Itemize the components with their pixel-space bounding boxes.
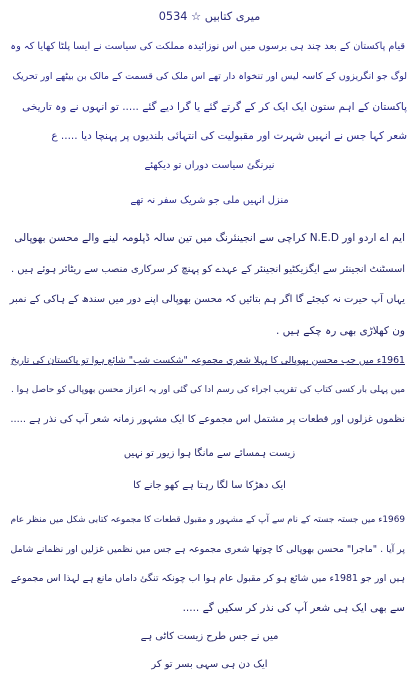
- body-line-12: 1969ء میں جستہ جستہ کے نام سے آپ کے مشہور و مقبول قطعات کا مجموعہ کتابی شکل میں منظر عام: [10, 515, 405, 525]
- verse-line-5: میں نے جس طرح زیست کاٹی ہے: [140, 631, 279, 642]
- body-line-8: ون کھلاڑی بھی رہ چکے ہیں .: [275, 325, 405, 337]
- body-line-4: شعر کہا جس نے انہیں شہرت اور مقبولیت کی انتہائی بلندیوں پر پہنچا دیا ..... ع: [51, 130, 407, 142]
- verse-line-4: ایک دھڑکا سا لگا رہتا ہے کھو جانے کا: [133, 480, 286, 491]
- body-line-3: پاکستان کے اہم ستون ایک ایک کر کے گرتے گئے یا گرا دیے گئے ..... تو انہوں نے وہ تاریخی: [22, 101, 407, 113]
- body-line-11: نظموں غزلوں اور قطعات پر مشتمل اس مجموعے کا ایک مشہور زمانہ شعر آپ کی نذر ہے .....: [10, 414, 405, 425]
- body-line-5: ایم اے اردو اور N.E.D کراچی سے انجینئرنگ میں تین سالہ ڈپلومہ لینے والے محسن بھوپالی: [14, 232, 405, 244]
- body-line-2: لوگ جو انگریزوں کے کاسہ لیس اور تنخواہ دار تھے اس ملک کی قسمت کے مالک بن بیٹھے اور تحریک: [12, 71, 407, 82]
- body-line-1: قیام پاکستان کے بعد چند ہی برسوں میں اس نوزائیدہ مملکت کی سیاست نے ایسا پلٹا کھایا کہ وہ: [10, 41, 405, 52]
- body-line-10: میں پہلی بار کسی کتاب کی تقریب اجراء کی رسم ادا کی گئی اور یہ اعزاز محسن بھوپالی کو حاصل ہوا .: [10, 385, 405, 395]
- verse-line-1: نیرنگئ سیاست دوراں تو دیکھئے: [144, 160, 275, 171]
- verse-line-2: منزل انہیں ملی جو شریک سفر نہ تھے: [130, 195, 289, 206]
- verse-line-6: ایک دن ہی سہی بسر تو کر: [151, 659, 268, 670]
- body-line-13: پر آیا . "ماجرا" محسن بھوپالی کا چوتھا شعری مجموعہ ہے جس میں نظمیں غزلیں اور نظمانے شامل: [10, 544, 405, 555]
- body-line-9: 1961ء میں جب محسن بھوپالی کا پہلا شعری مجموعہ "شکست شب" شائع ہوا تو پاکستان کی تاریخ: [10, 355, 405, 366]
- verse-line-3: زیست ہمسائے سے مانگا ہوا زیور تو نہیں: [123, 448, 296, 459]
- body-line-6: اسسٹنٹ انجینئر سے ایگزیکٹیو انجینئر کے عہدے کو پہنچ کر سرکاری منصب سے ریٹائر ہوئے ہیں .: [11, 264, 405, 275]
- page-title: میری کتابیں ☆ 0534: [158, 10, 261, 23]
- body-line-14: ہیں اور جو 1981ء میں شائع ہو کر مقبول عام ہوا اب چونکہ تنگئ داماں مانع ہے لہذا اس مجموعے: [10, 573, 405, 584]
- body-line-15: سے بھی ایک ہی شعر آپ کی نذر کر سکیں گے .....: [182, 602, 405, 614]
- body-line-7: یہاں آپ حیرت نہ کیجئے گا اگر ہم بتائیں کہ محسن بھوپالی اپنے دور میں سندھ کے ہاکی کے نمبر: [9, 294, 405, 305]
